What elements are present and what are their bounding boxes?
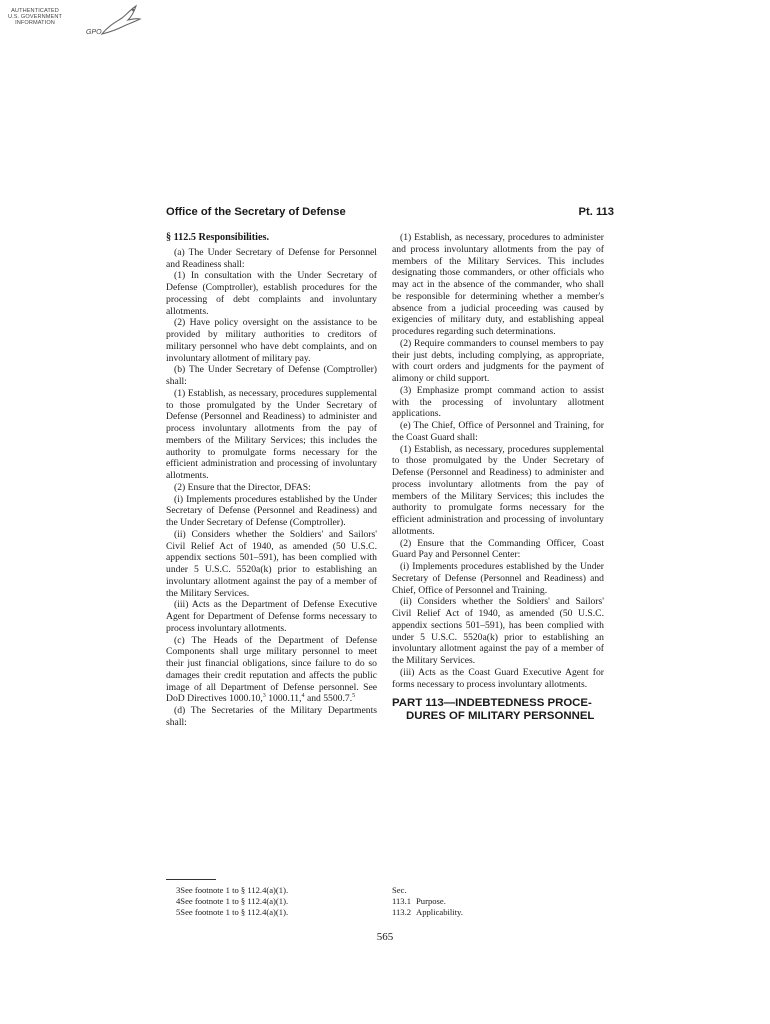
gpo-authentication-stamp	[2, 2, 142, 48]
stamp-line-2: U.S. GOVERNMENT	[7, 14, 63, 21]
footnote: 4See footnote 1 to § 112.4(a)(1).	[176, 896, 289, 906]
paragraph: (ii) Considers whether the Soldiers' and Sailors' Civil Relief Act of 1940, as amended (50 U.S.C. appendix sections 501–591), has been complied with under 5 U.S.C. 5520a(k) prior to establishing an involuntary allotment against the pay of a member of the Military Services.	[392, 596, 604, 666]
part-title-line-1: PART 113—INDEBTEDNESS PROCE-	[392, 697, 592, 710]
footnote-ref[interactable]: 5	[352, 693, 356, 700]
stamp-line-1: AUTHENTICATED	[11, 8, 59, 14]
footnote-divider	[166, 879, 216, 880]
paragraph: (1) Establish, as necessary, procedures supplemental to those promulgated by the Under Secretary of Defense (Personnel and Readiness) to administer and process involuntary allotments from the pay of members of the Military Services; this includes the authority to promulgate forms necessary for the efficient administration and processing of involuntary allotments.	[166, 387, 377, 481]
paragraph: (2) Ensure that the Commanding Officer, Coast Guard Pay and Personnel Center:	[392, 537, 604, 561]
paragraph: (1) In consultation with the Under Secretary of Defense (Comptroller), establish procedures for the processing of debt complaints and involuntary allotments.	[166, 270, 377, 317]
running-head-part: Pt. 113	[578, 206, 614, 218]
section-title: Purpose.	[416, 896, 446, 906]
section-title: Applicability.	[416, 907, 463, 917]
paragraph: (i) Implements procedures established by the Under Secretary of Defense (Personnel and Readiness) and Chief, Office of Personnel and Training.	[392, 561, 604, 596]
paragraph: (2) Ensure that the Director, DFAS:	[174, 481, 311, 493]
running-head-agency: Office of the Secretary of Defense	[166, 206, 346, 218]
section-number: 113.1	[392, 896, 412, 906]
part-title	[392, 697, 604, 723]
left-column	[166, 232, 377, 729]
paragraph: (1) Establish, as necessary, procedures to administer and process involuntary allotments from the pay of members of the Military Services. This includes designating those commanders, or other officials who may act in the absence of the commander, who shall be responsible for determining whether a member's absence from a judicial proceeding was caused by exigencies of military duty, and establishing appeal procedures regarding such determinations.	[392, 232, 604, 337]
paragraph: (3) Emphasize prompt command action to assist with the processing of involuntary allotment applications.	[392, 384, 604, 420]
paragraph: (iii) Acts as the Coast Guard Executive Agent for forms necessary to process involuntary allotments.	[392, 666, 604, 690]
gpo-mark: GPO	[86, 29, 102, 36]
paragraph-with-footnote-refs	[166, 635, 377, 706]
paragraph: (a) The Under Secretary of Defense for Personnel and Readiness shall:	[166, 246, 377, 270]
section-list-item[interactable]	[392, 896, 592, 907]
section-number: 113.2	[392, 907, 412, 917]
stamp-text	[2, 8, 68, 27]
paragraph: (e) The Chief, Office of Personnel and Training, for the Coast Guard shall:	[392, 420, 604, 443]
section-heading: § 112.5 Responsibilities.	[166, 232, 270, 243]
paragraph: (b) The Under Secretary of Defense (Comptroller) shall:	[166, 364, 377, 387]
section-list-label: Sec.	[392, 885, 407, 895]
paragraph: (1) Establish, as necessary, procedures supplemental to those promulgated by the Under Secretary of Defense (Personnel and Readiness) to administer and process involuntary allotments from the pay of members of the Military Services; this includes the authority to promulgate forms necessary for the efficient administration and processing of involuntary allotments.	[392, 443, 604, 537]
directive-ref: and 5500.7.	[304, 693, 353, 705]
footnote: 5See footnote 1 to § 112.4(a)(1).	[176, 907, 289, 917]
paragraph: (ii) Considers whether the Soldiers' and Sailors' Civil Relief Act of 1940, as amended (50 U.S.C. appendix sections 501–591), has been complied with under 5 U.S.C. 5520a(k) prior to establishing an involuntary allotment against the pay of a member of the Military Services.	[166, 528, 377, 599]
paragraph: (iii) Acts as the Department of Defense Executive Agent for Department of Defense forms necessary to process involuntary allotments.	[166, 599, 377, 634]
part-title-line-2: DURES OF MILITARY PERSONNEL	[406, 710, 595, 723]
directive-ref: 1000.11,	[265, 693, 302, 705]
footnote: 3See footnote 1 to § 112.4(a)(1).	[176, 885, 289, 895]
footnote-ref[interactable]: 4	[301, 693, 305, 700]
paragraph-text: (c) The Heads of the Department of Defense Components shall urge military personnel to meet their just financial obligations, since failure to do so damages their credit reputation and affects the public image of all Department of Defense personnel. See DoD Directives 1000.10,	[166, 634, 377, 705]
running-head	[166, 206, 614, 220]
section-list	[392, 885, 592, 918]
page-number: 565	[376, 931, 394, 943]
section-list-item[interactable]	[392, 907, 592, 918]
right-column	[392, 232, 604, 723]
eagle-logo-icon	[98, 4, 142, 38]
paragraph: (2) Require commanders to counsel members to pay their just debts, including complying, as appropriate, with court orders and judgments for the payment of alimony or child support.	[392, 337, 604, 384]
paragraph: (2) Have policy oversight on the assistance to be provided by military authorities to creditors of military personnel who have debt complaints, and on involuntary allotment of military pay.	[166, 317, 377, 364]
footnote-ref[interactable]: 3	[262, 693, 266, 700]
stamp-line-3: INFORMATION	[15, 20, 55, 27]
paragraph: (d) The Secretaries of the Military Departments shall:	[166, 705, 377, 728]
footnotes	[176, 885, 376, 918]
paragraph: (i) Implements procedures established by the Under Secretary of Defense (Personnel and Readiness) and the Under Secretary of Defense (Comptroller).	[166, 493, 377, 528]
